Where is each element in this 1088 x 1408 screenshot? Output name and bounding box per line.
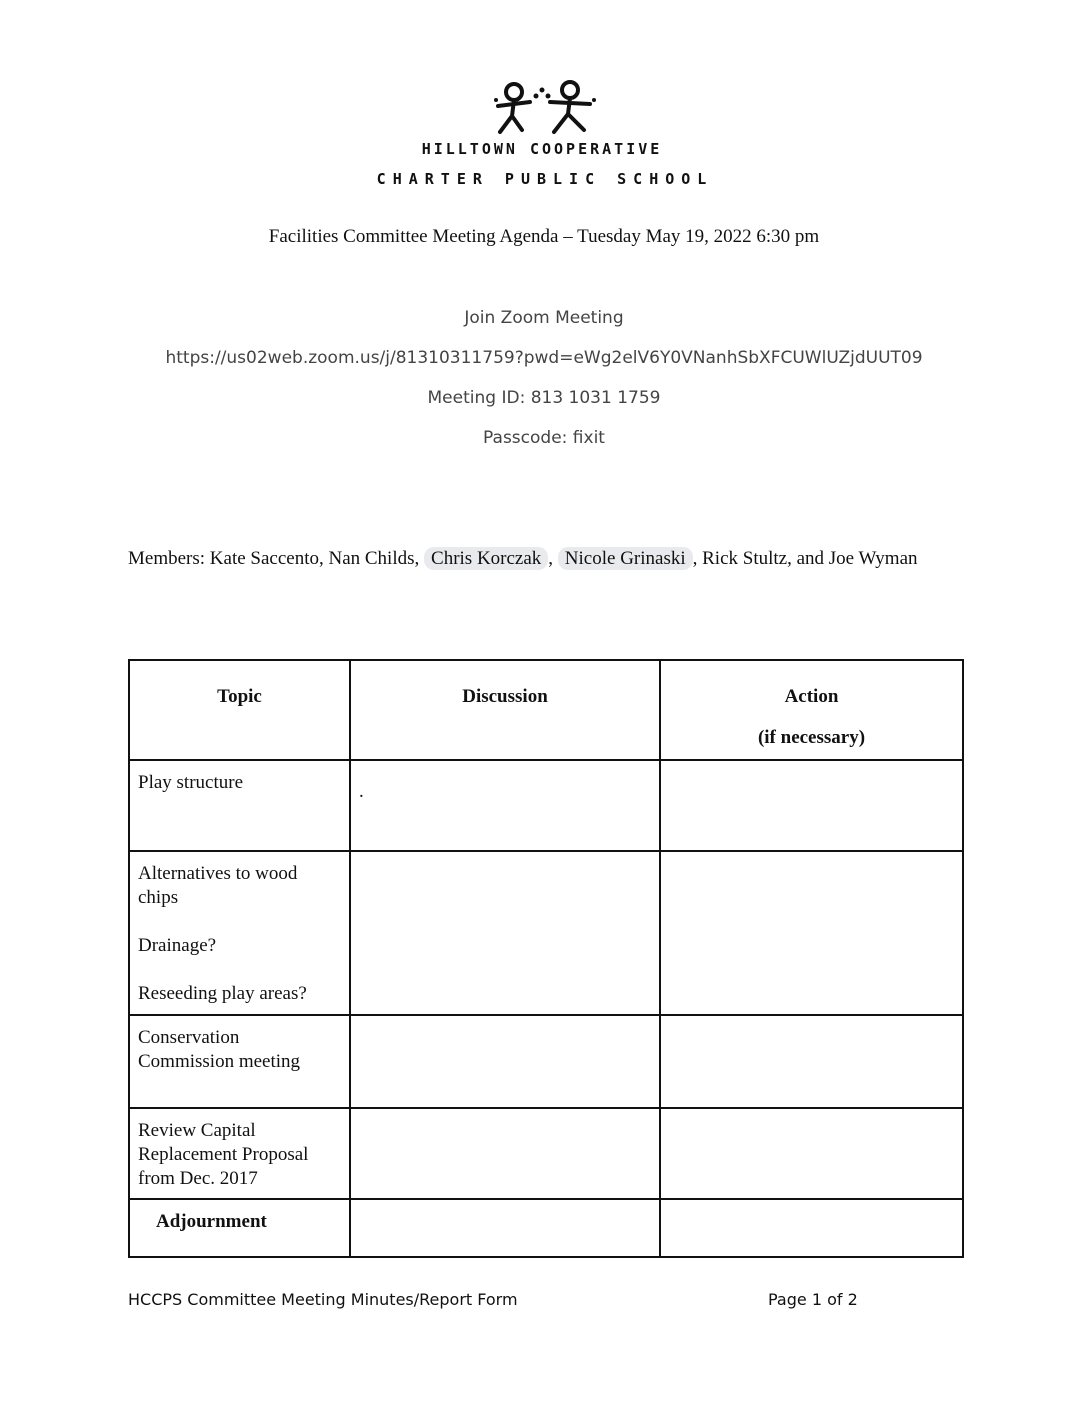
person-chip-nicole-grinaski[interactable]: Nicole Grinaski bbox=[558, 547, 693, 570]
table-header-row bbox=[129, 660, 963, 760]
discussion-cell[interactable] bbox=[350, 1108, 660, 1199]
meeting-title: Facilities Committee Meeting Agenda – Tuesday May 19, 2022 6:30 pm bbox=[268, 226, 820, 247]
members-separator: , bbox=[548, 548, 554, 569]
discussion-cell[interactable] bbox=[350, 851, 660, 1015]
discussion-cell[interactable]: . bbox=[350, 760, 660, 851]
children-figures-icon bbox=[490, 78, 600, 136]
action-cell[interactable] bbox=[660, 1108, 963, 1199]
topic-cell: Conservation Commission meeting bbox=[129, 1015, 350, 1108]
footer-page-number: Page 1 of 2 bbox=[768, 1290, 858, 1309]
header-action bbox=[660, 660, 963, 760]
zoom-meeting-id: Meeting ID: 813 1031 1759 bbox=[427, 388, 661, 408]
topic-cell: Play structure bbox=[129, 760, 350, 851]
zoom-meeting-link[interactable]: https://us02web.zoom.us/j/81310311759?pwd=eWg2elV6Y0VNanhSbXFCUWlUZjdUUT09 bbox=[165, 348, 923, 368]
footer-form-name: HCCPS Committee Meeting Minutes/Report Form bbox=[128, 1290, 518, 1309]
logo-text-line2: CHARTER PUBLIC SCHOOL bbox=[376, 170, 714, 188]
table-row bbox=[129, 760, 963, 851]
action-cell[interactable] bbox=[660, 760, 963, 851]
members-suffix: , Rick Stultz, and Joe Wyman bbox=[692, 548, 918, 569]
person-chip-chris-korczak[interactable]: Chris Korczak bbox=[424, 547, 548, 570]
members-line bbox=[128, 548, 918, 570]
header-topic: Topic bbox=[129, 660, 350, 760]
topic-cell: Review Capital Replacement Proposal from Dec. 2017 bbox=[129, 1108, 350, 1199]
discussion-cell[interactable] bbox=[350, 1015, 660, 1108]
action-cell[interactable] bbox=[660, 1015, 963, 1108]
topic-cell: Adjournment bbox=[129, 1199, 350, 1257]
discussion-cell[interactable] bbox=[350, 1199, 660, 1257]
logo-text-line1: HILLTOWN COOPERATIVE bbox=[421, 140, 663, 158]
table-row bbox=[129, 1015, 963, 1108]
topic-cell: Alternatives to wood chips Drainage? Reseeding play areas? bbox=[129, 851, 350, 1015]
header-discussion: Discussion bbox=[350, 660, 660, 760]
header-action-sub: (if necessary) bbox=[757, 727, 866, 748]
agenda-table bbox=[128, 659, 964, 1258]
members-prefix: Members: Kate Saccento, Nan Childs, bbox=[128, 548, 420, 569]
table-row bbox=[129, 851, 963, 1015]
zoom-passcode: Passcode: fixit bbox=[483, 428, 605, 448]
table-row bbox=[129, 1199, 963, 1257]
table-row bbox=[129, 1108, 963, 1199]
action-cell[interactable] bbox=[660, 1199, 963, 1257]
action-cell[interactable] bbox=[660, 851, 963, 1015]
header-action-label: Action bbox=[784, 686, 839, 707]
zoom-join-text: Join Zoom Meeting bbox=[464, 308, 624, 328]
school-logo bbox=[360, 78, 730, 196]
